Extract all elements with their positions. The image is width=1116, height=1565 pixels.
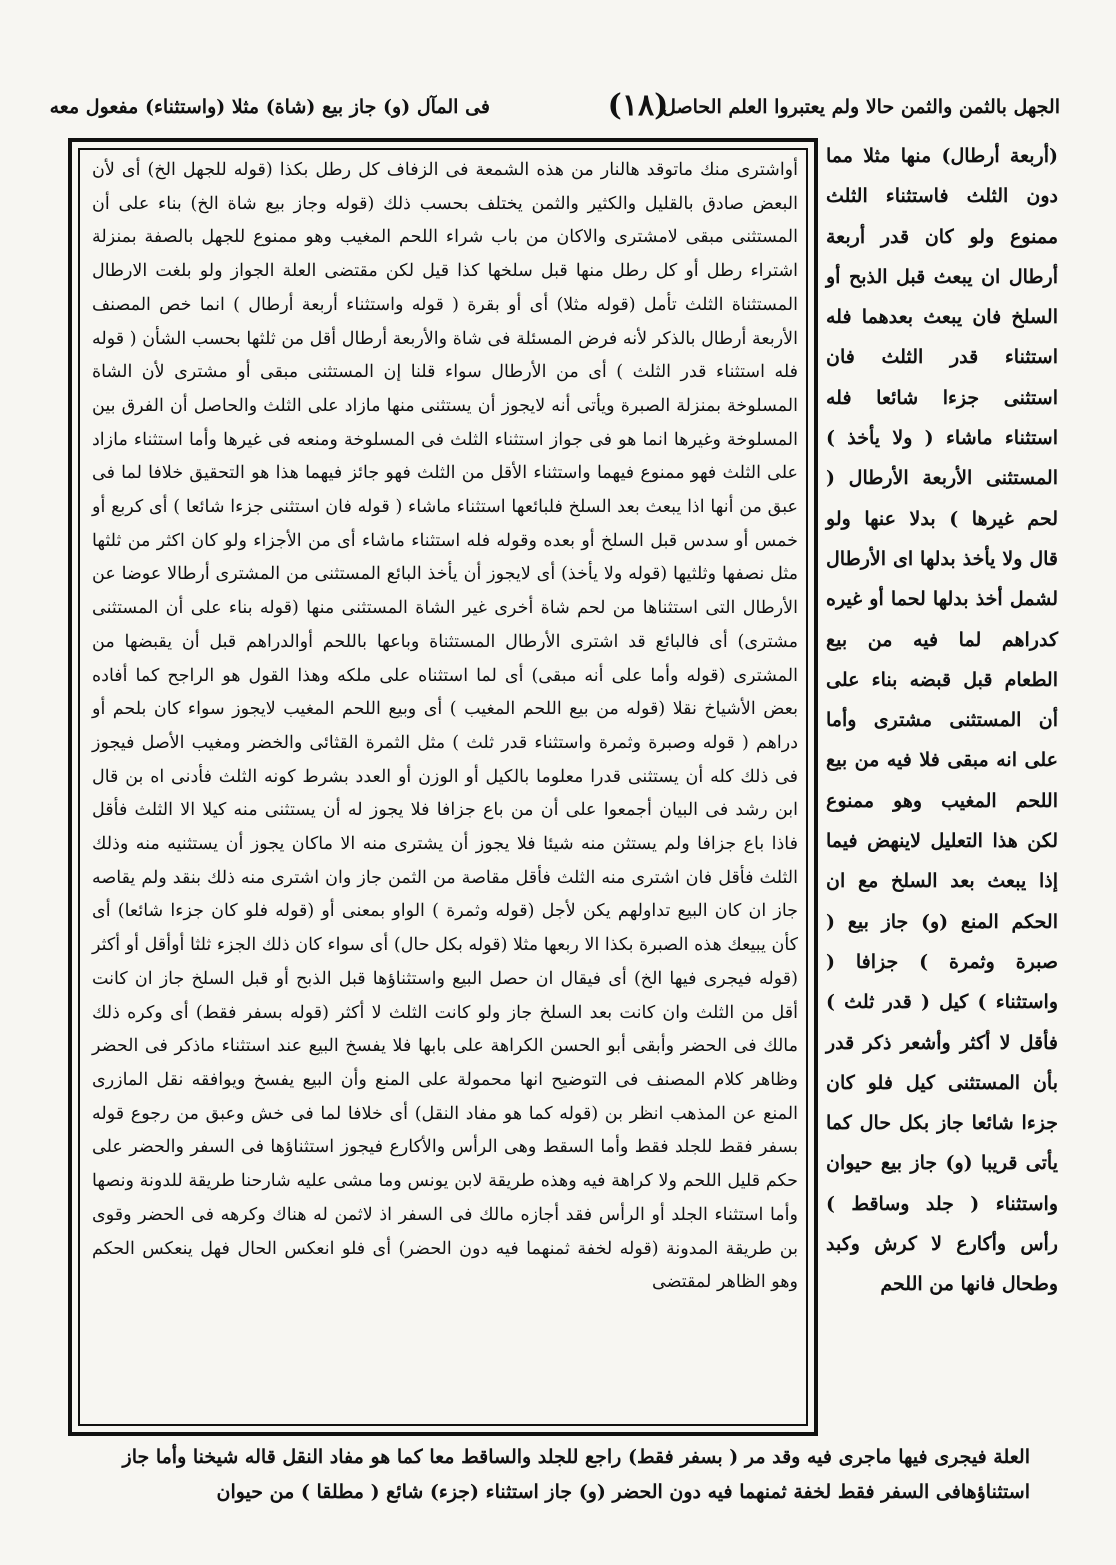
footer-line-1: العلة فيجرى فيها ماجرى فيه وقد مر ( بسفر فقط) راجع للجلد والساقط معا كما هو مفاد النقل قاله شيخنا وأما جاز — [122, 1446, 1030, 1468]
footer-line-2: استثناؤهافى السفر فقط لخفة ثمنهما فيه دون الحضر (و) جاز استثناء (جزء) شائع ( مطلقا ) من حيوان — [216, 1481, 1030, 1503]
margin-column — [826, 136, 1058, 1426]
margin-text: (أربعة أرطال) منها مثلا مما دون الثلث فاستثناء الثلث ممنوع ولو كان قدر أربعة أرطال ان يبعث قبل الذبح أو السلخ فان يبعث بعدهما فله استثناء قدر الثلث فان استثنى جزءا شائعا فله استثناء ماشاء ( ولا يأخذ ) المستثنى الأربعة الأرطال ( لحم غيرها ) بدلا عنها ولو قال ولا يأخذ بدلها اى الأرطال لشمل أخذ بدلها لحما أو غيره كدراهم لما فيه من بيع الطعام قبل قبضه بناء على أن المستثنى مشترى وأما على انه مبقى فلا فيه من بيع اللحم المغيب وهو ممنوع لكن هذا التعليل لاينهض فيما إذا يبعث بعد السلخ مع ان الحكم المنع (و) جاز بيع ( صبرة وثمرة ) جزافا ( واستثناء ) كيل ( قدر ثلث ) فأقل لا أكثر وأشعر ذكر قدر بأن المستثنى كيل فلو كان جزءا شائعا جاز بكل حال كما يأتى قريبا (و) جاز بيع حيوان واستثناء ( جلد وساقط ) رأس وأكارع لا كرش وكبد وطحال فانها من اللحم — [826, 145, 1058, 1296]
commentary-text: أواشترى منك ماتوقد هالنار من هذه الشمعة فى الزفاف كل رطل بكذا (قوله للجهل الخ) أى لأن البعض صادق بالقليل والكثير والثمن يختلف بحسب ذلك (قوله وجاز بيع شاة الخ) بناء على أن المستثنى مبقى لامشترى والاكان من باب شراء اللحم المغيب وهو ممنوع للجهل بالصفة بمنزلة اشتراء رطل أو كل رطل منها قبل سلخها كذا قيل لكن مقتضى العلة الجواز ولو بلغت الارطال المستثناة الثلث تأمل (قوله مثلا) أى أو بقرة ( قوله واستثناء أربعة أرطال ) انما خص المصنف الأربعة أرطال بالذكر لأنه فرض المسئلة فى شاة والأربعة أرطال أقل من ثلثها بحسب الشأن ( قوله فله استثناء قدر الثلث ) أى من الأرطال سواء قلنا إن المستثنى مبقى أو مشترى لأن الشاة المسلوخة بمنزلة الصبرة ويأتى أنه لايجوز أن يستثنى منها مازاد على الثلث والحاصل أن الفرق بين المسلوخة وغيرها انما هو فى جواز استثناء الثلث فى المسلوخة ومنعه فى غيرها وأما استثناء مازاد على الثلث فهو ممنوع فيهما واستثناء الأقل من الثلث فهو جائز فيهما هذا هو التحقيق خلافا لما فى عبق من أنها اذا يبعث بعد السلخ فلبائعها استثناء ماشاء ( قوله فان استثنى جزءا شائعا ) أى كربع أو خمس أو سدس قبل السلخ أو بعده وقوله فله استثناء ماشاء أى من الأجزاء ولو كان اكثر من ثلثها مثل نصفها وثلثيها (قوله ولا يأخذ) أى لايجوز أن يأخذ البائع المستثنى من المشترى أرطالا عوضا عن الأرطال التى استثناها من لحم شاة أخرى غير الشاة المستثنى منها (قوله بناء على أن المستثنى مشترى) أى فالبائع قد اشترى الأرطال المستثناة وباعها باللحم أوالدراهم قبل أن يقبضها من المشترى (قوله وأما على أنه مبقى) أى لما استثناه على ملكه وهذا القول هو الراجح كما أفاده بعض الأشياخ نقلا (قوله من بيع اللحم المغيب ) أى وبيع اللحم المغيب لايجوز سواء كان بلحم أو دراهم ( قوله وصبرة وثمرة واستثناء قدر ثلث ) مثل الثمرة القثائى والخضر ومغيب الأصل فيجوز فى ذلك كله أن يستثنى قدرا معلوما بالكيل أو الوزن أو العدد بشرط كونه الثلث فأدنى اه بن قال ابن رشد فى البيان أجمعوا على أن من باع جزافا فلا يجوز له أن يستثنى منه كيلا الا الثلث فأقل فاذا باع جزافا ولم يستثن منه شيئا فلا يجوز أن يشترى منه الا ماكان يجوز أن يستثنيه منه وذلك الثلث فأقل فان اشترى منه الثلث فأقل مقاصة من الثمن جاز وان اشترى منه ذلك بنقد ولم يقاصه جاز ان كان البيع تداولهم يكن لأجل (قوله وثمرة ) الواو بمعنى أو (قوله فلو كان جزءا شائعا) أى كأن يبيعك هذه الصبرة بكذا الا ربعها مثلا (قوله بكل حال) أى سواء كان ذلك الجزء ثلثا أوأقل أو أكثر (قوله فيجرى فيها الخ) أى فيقال ان حصل البيع واستثناؤها قبل الذبح أو قبل السلخ جاز ان كانت أقل من الثلث وان كانت بعد السلخ جاز ولو كانت الثلث لا أكثر (قوله بسفر فقط) أى وكره ذلك مالك فى الحضر وأبقى أبو الحسن الكراهة على بابها فلا يفسخ البيع عند استثناء ماذكر فى الحضر وظاهر كلام المصنف فى التوضيح انها محمولة على المنع وأن البيع يفسخ ويوافقه نقل المازرى المنع عن المذهب انظر بن (قوله كما هو مفاد النقل) أى خلافا لما فى خش وعبق من رجوع قوله بسفر فقط للجلد فقط وأما السقط وهى الرأس والأكارع فيجوز استثناؤها فى السفر والحضر على حكم قليل اللحم ولا كراهة فيه وهذه طريقة لابن يونس وما مشى عليه شارحنا طريقة للدونة ونصها وأما استثناء الجلد أو الرأس فقد أجازه مالك فى السفر اذ لاثمن له هناك وكرهه فى الحضر وقوى بن طريقة المدونة (قوله لخفة ثمنهما فيه دون الحضر) أى فلو انعكس الحال فهل ينعكس الحكم وهو الظاهر لمقتضى — [92, 160, 798, 1293]
header-left-text: فى المآل (و) جاز بيع (شاة) مثلا (واستثناء) مفعول معه — [49, 96, 490, 118]
header-right-text: الجهل بالثمن والثمن حالا ولم يعتبروا العلم الحاصل — [662, 96, 1060, 118]
footer-text — [100, 1440, 1030, 1510]
page-number: (١٨) — [607, 88, 669, 123]
commentary-body — [92, 154, 798, 1416]
running-header — [49, 88, 1060, 128]
